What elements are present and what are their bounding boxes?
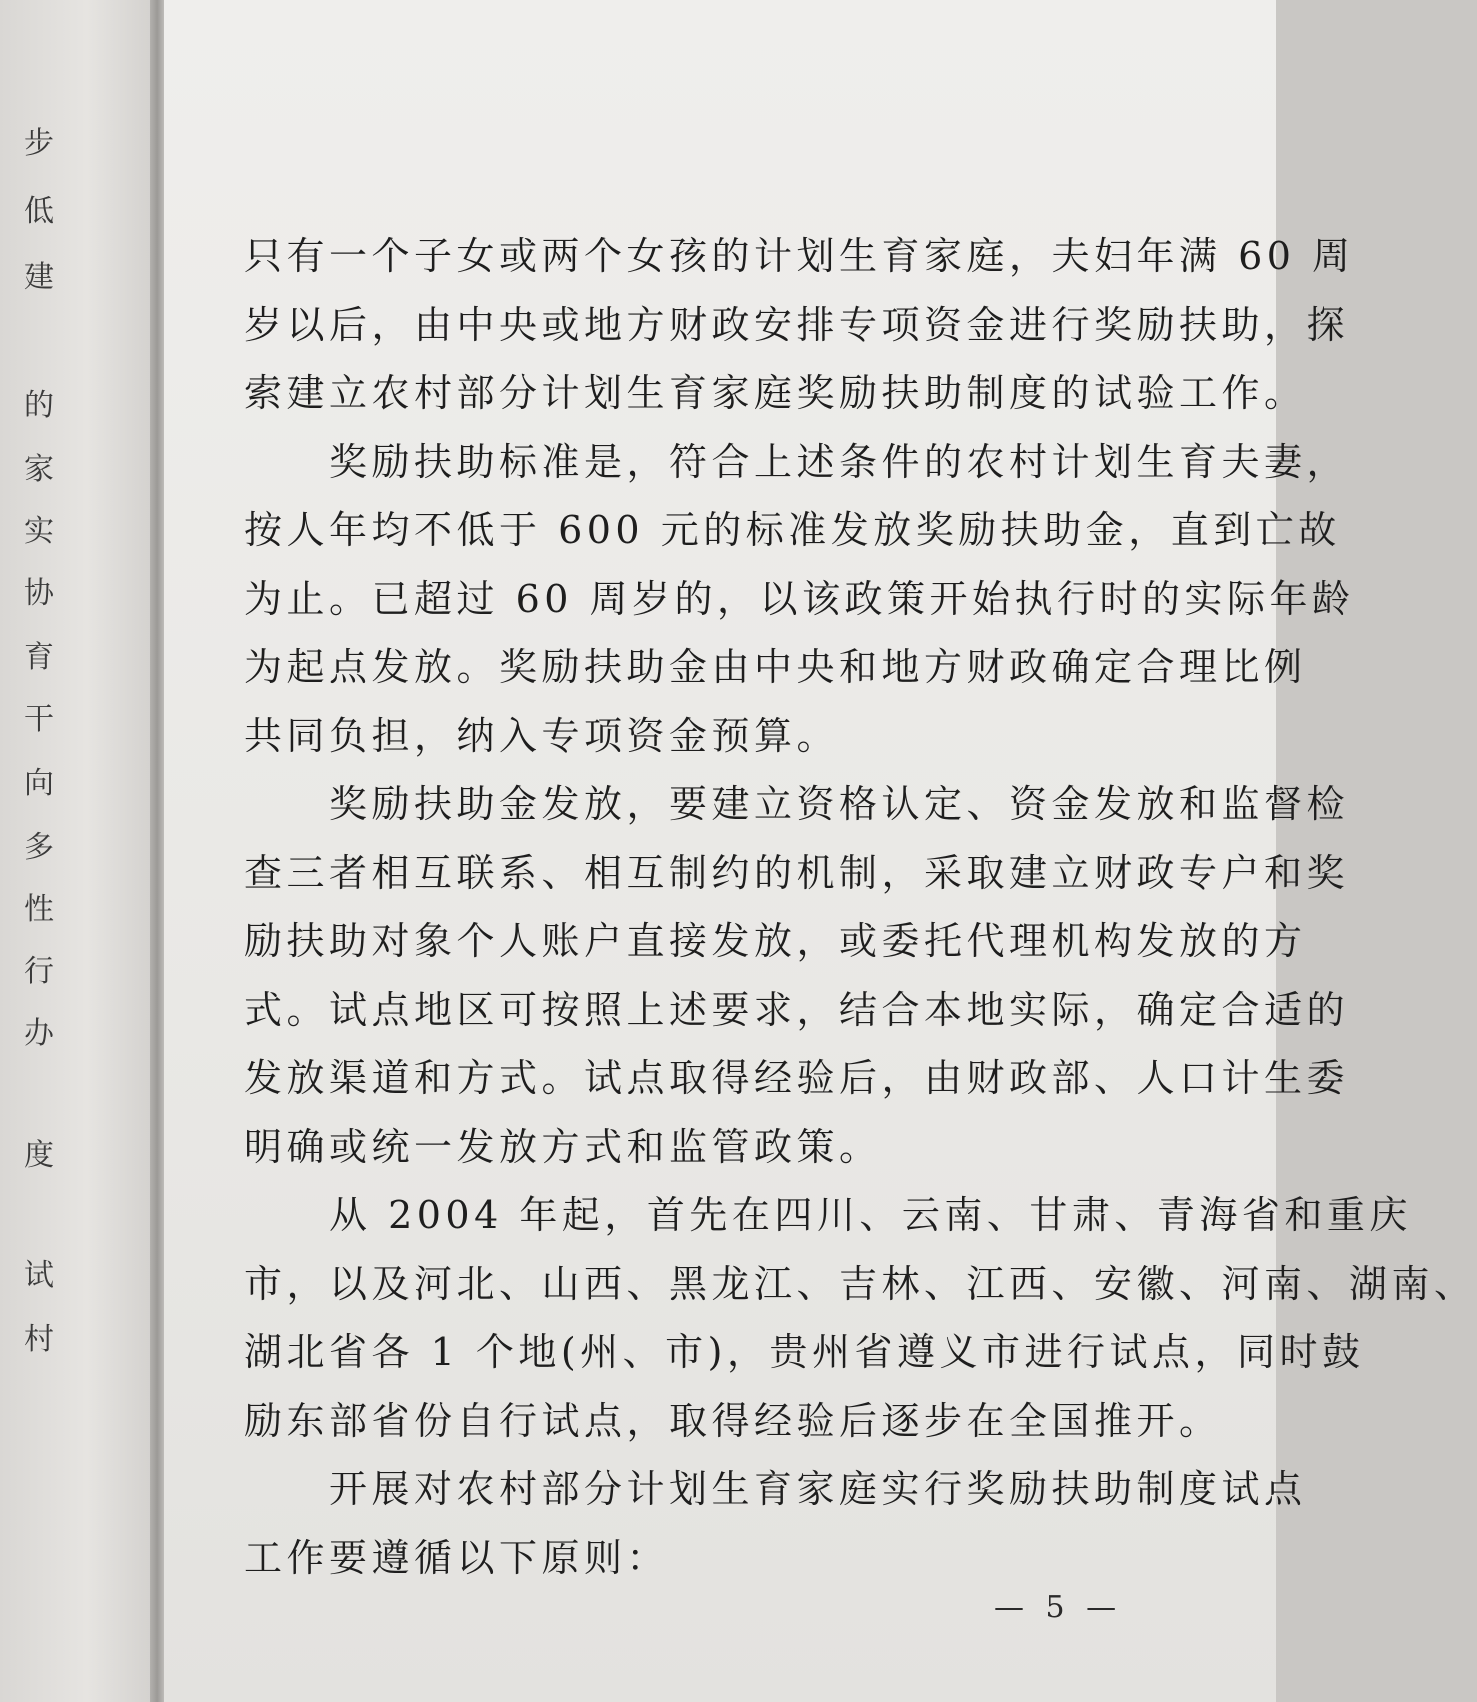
text-line: 只有一个子女或两个女孩的计划生育家庭，夫妇年满 60 周 [244,234,1355,278]
left-page-fragment: 的 [24,388,54,423]
left-page-fragment: 实 [24,514,54,549]
left-page-fragment: 干 [24,702,54,737]
text-line: 式。试点地区可按照上述要求，结合本地实际，确定合适的 [244,987,1350,1032]
page-number: — 5 — [994,1590,1123,1625]
left-page-fragment: 性 [24,892,54,927]
left-page-fragment: 步 [24,126,54,161]
left-page-fragment: 建 [24,260,54,295]
left-page-fragment: 育 [24,640,54,675]
text-line: 索建立农村部分计划生育家庭奖励扶助制度的试验工作。 [244,371,1307,415]
body-text [244,222,1477,1592]
text-line: 开展对农村部分计划生育家庭实行奖励扶助制度试点 [244,1467,1307,1511]
left-page-fragment: 度 [24,1138,54,1173]
text-line: 工作要遵循以下原则： [244,1535,670,1580]
left-page-fragment: 协 [24,576,54,611]
text-line: 发放渠道和方式。试点取得经验后，由财政部、人口计生委 [244,1056,1350,1100]
text-line: 查三者相互联系、相互制约的机制，采取建立财政专户和奖 [244,850,1350,895]
left-page-fragment: 向 [24,766,54,801]
text-line: 共同负担，纳入专项资金预算。 [244,713,840,758]
facing-left-page [0,0,158,1702]
left-page-fragment: 家 [24,452,54,487]
text-line: 励东部省份自行试点，取得经验后逐步在全国推开。 [244,1398,1222,1443]
text-line: 岁以后，由中央或地方财政安排专项资金进行奖励扶助，探 [244,302,1350,347]
text-line: 按人年均不低于 600 元的标准发放奖励扶助金，直到亡故 [244,508,1341,552]
text-line: 市，以及河北、山西、黑龙江、吉林、江西、安徽、河南、湖南、 [244,1261,1477,1306]
text-line: 奖励扶助金发放，要建立资格认定、资金发放和监督检 [244,782,1350,826]
left-page-fragment: 村 [24,1322,54,1357]
left-page-fragment: 低 [24,194,54,229]
text-line: 明确或统一发放方式和监管政策。 [244,1124,882,1169]
left-page-fragment: 行 [24,954,54,989]
left-page-fragment: 多 [24,830,54,865]
text-line: 为起点发放。奖励扶助金由中央和地方财政确定合理比例 [244,645,1307,689]
text-line: 奖励扶助标准是，符合上述条件的农村计划生育夫妻， [244,439,1350,484]
text-line: 励扶助对象个人账户直接发放，或委托代理机构发放的方 [244,919,1307,963]
text-line: 为止。已超过 60 周岁的，以该政策开始执行时的实际年龄 [244,576,1355,621]
left-page-fragment: 试 [24,1258,54,1293]
text-line: 湖北省各 1 个地(州、市)，贵州省遵义市进行试点，同时鼓 [244,1330,1365,1374]
text-line: 从 2004 年起，首先在四川、云南、甘肃、青海省和重庆 [244,1193,1412,1237]
left-page-fragment: 办 [24,1016,54,1051]
